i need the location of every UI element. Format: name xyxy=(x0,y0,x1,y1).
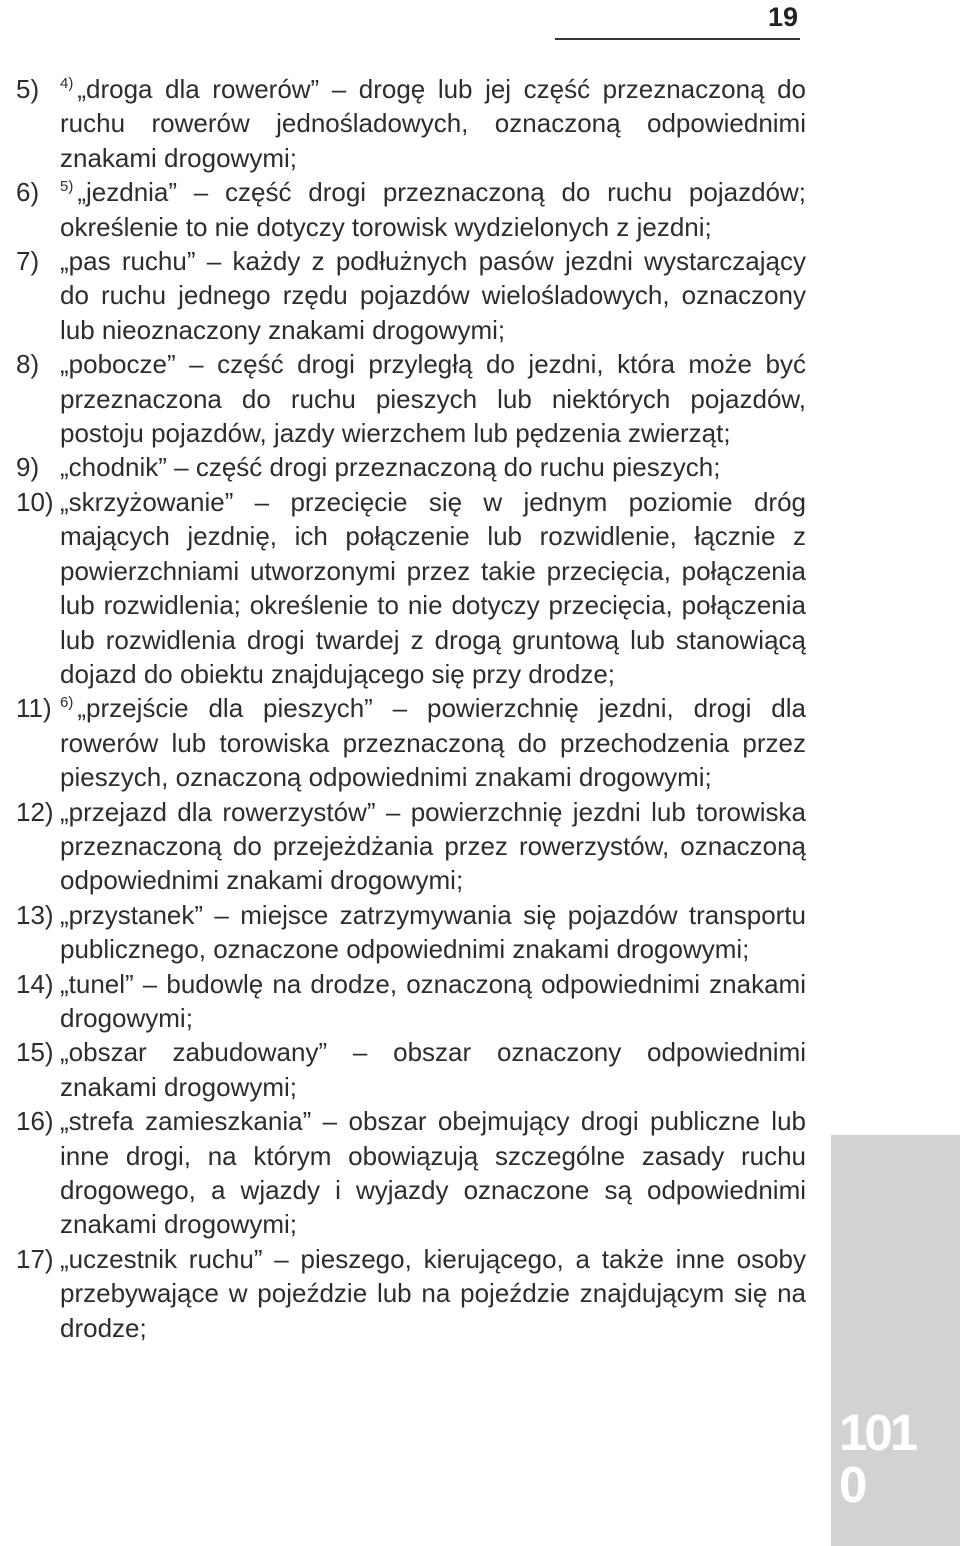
item-body: „przejście dla pieszych” – powierzchnię jezdni, drogi dla rowerów lub torowiska przeznaczoną do przechodzenia przez pieszych, oznaczoną odpowiednimi znakami drogowymi; xyxy=(60,693,806,793)
definition-item xyxy=(16,72,806,175)
definition-item xyxy=(16,691,806,794)
item-body: „jezdnia” – część drogi przeznaczoną do ruchu pojazdów; określenie to nie dotyczy torowisk wydzielonych z jezdni; xyxy=(60,177,806,242)
item-number: 13) xyxy=(16,899,54,930)
footnote-ref: 6) xyxy=(60,694,74,712)
footnote-ref: 5) xyxy=(60,178,74,196)
side-tab xyxy=(831,1135,960,1546)
item-number: 14) xyxy=(16,968,54,999)
item-number: 16) xyxy=(16,1106,54,1137)
definition-item xyxy=(16,967,806,1036)
item-text: „przejazd dla rowerzystów” – powierzchnię jezdni lub torowiska przeznaczoną do przejeżdżania przez rowerzystów, oznaczoną odpowiednimi znakami drogowymi; xyxy=(60,796,806,896)
definition-item xyxy=(16,898,806,967)
item-text: „tunel” – budowlę na drodze, oznaczoną odpowiednimi znakami drogowymi; xyxy=(60,968,806,1033)
definition-item xyxy=(16,795,806,898)
item-number: 8) xyxy=(16,349,40,380)
side-tab-line2: 0 xyxy=(839,1456,865,1513)
item-number: 6) xyxy=(16,177,40,208)
item-text xyxy=(60,175,806,244)
footnote-ref: 4) xyxy=(60,75,74,92)
definition-item xyxy=(16,1242,806,1345)
item-number: 11) xyxy=(16,693,52,724)
item-text xyxy=(60,72,806,175)
definition-item xyxy=(16,175,806,244)
page-number: 19 xyxy=(767,2,798,32)
item-text: „strefa zamieszkania” – obszar obejmujący drogi publiczne lub inne drogi, na którym obowiązują szczególne zasady ruchu drogowego, a wjazdy i wyjazdy oznaczone są odpowiednimi znakami drogowymi; xyxy=(60,1106,806,1240)
item-number: 5) xyxy=(16,74,40,104)
item-number: 12) xyxy=(16,796,54,827)
item-text: „uczestnik ruchu” – pieszego, kierującego, a także inne osoby przebywające w pojeździe lub na pojeździe znajdującym się na drodze; xyxy=(60,1243,806,1343)
definition-item xyxy=(16,347,806,450)
header-rule xyxy=(555,38,800,40)
item-text: „przystanek” – miejsce zatrzymywania się pojazdów transportu publicznego, oznaczone odpowiednimi znakami drogowymi; xyxy=(60,899,806,965)
item-number: 7) xyxy=(16,246,40,277)
item-text: „pobocze” – część drogi przyległą do jezdni, która może być przeznaczona do ruchu pieszych lub niektórych pojazdów, postoju pojazdów, jazdy wierzchem lub pędzenia zwierząt; xyxy=(60,349,806,449)
item-text: „obszar zabudowany” – obszar oznaczony odpowiednimi znakami drogowymi; xyxy=(60,1037,806,1102)
definition-item xyxy=(16,450,806,484)
definition-item xyxy=(16,1035,806,1104)
side-tab-line1: 101 xyxy=(839,1404,916,1461)
item-text: „skrzyżowanie” – przecięcie się w jednym poziomie dróg mających jezdnię, ich połączenie lub rozwidlenie, łącznie z powierzchniami utworzonymi przez takie przecięcia, połączenia lub rozwidlenia; określenie to nie dotyczy przecięcia, połączenia lub rozwidlenia drogi twardej z drogą gruntową lub stanowiącą dojazd do obiektu znajdującego się przy drodze; xyxy=(60,486,806,689)
item-text xyxy=(60,691,806,794)
definition-item xyxy=(16,244,806,347)
definition-item xyxy=(16,485,806,691)
item-number: 10) xyxy=(16,486,54,517)
definitions-list xyxy=(16,72,806,1345)
item-number: 17) xyxy=(16,1243,54,1274)
item-number: 15) xyxy=(16,1037,54,1068)
item-number: 9) xyxy=(16,452,40,483)
item-text: „chodnik” – część drogi przeznaczoną do ruchu pieszych; xyxy=(60,452,721,483)
definition-item xyxy=(16,1104,806,1242)
item-body: „droga dla rowerów” – drogę lub jej część przeznaczoną do ruchu rowerów jednośladowych, oznaczoną odpowiednimi znakami drogowymi; xyxy=(60,74,806,173)
item-text: „pas ruchu” – każdy z podłużnych pasów jezdni wystarczający do ruchu jednego rzędu pojazdów wielośladowych, oznaczony lub nieoznaczony znakami drogowymi; xyxy=(60,246,806,345)
side-tab-label xyxy=(839,1404,960,1513)
